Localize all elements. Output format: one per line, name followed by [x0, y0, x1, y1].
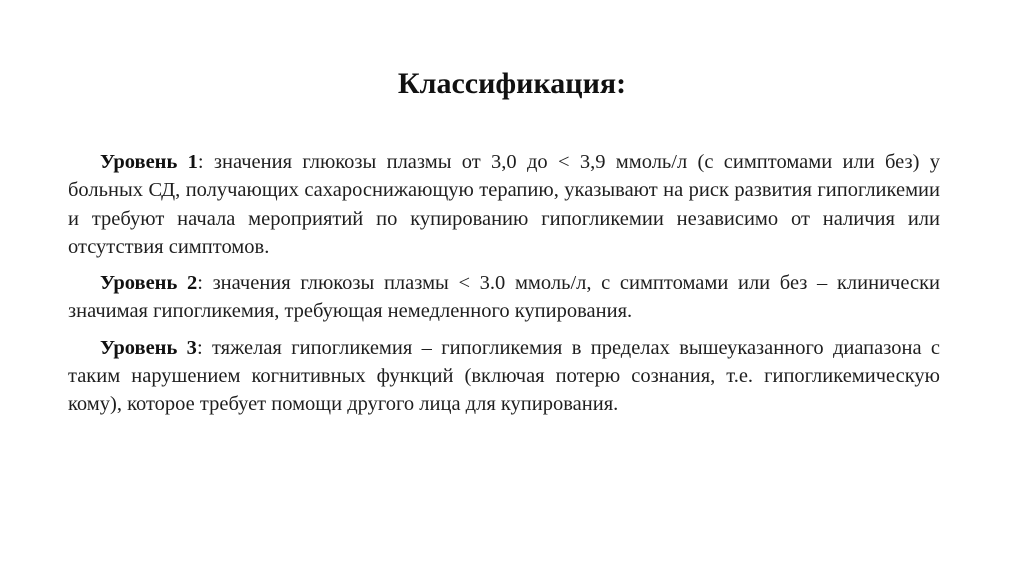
level-2-text: : значения глюкозы плазмы < 3.0 ммоль/л, с симптомами или без – клинически значимая гипогликемия, требующая немедленного купирования. — [68, 272, 941, 323]
level-1-text: : значения глюкозы плазмы от 3,0 до < 3,9 ммоль/л (с симптомами или без) у больных СД, получающих сахароснижающую терапию, указывают на риск развития гипогликемии и требуют начала мероприятий по купированию гипогликемии независимо от наличия или отсутствия симптомов. — [68, 151, 940, 258]
slide-title: Классификация: — [397, 67, 627, 100]
level-3-text: : тяжелая гипогликемия – гипогликемия в пределах вышеуказанного диапазона с таким нарушением когнитивных функций (включая потерю сознания, т.е. гипогликемическую кому), которое требует помощи другого лица для купирования. — [68, 336, 940, 416]
level-3-label: Уровень 3 — [100, 336, 197, 359]
level-1-paragraph — [68, 148, 940, 261]
level-2-paragraph — [68, 269, 940, 326]
level-3-paragraph — [68, 334, 940, 419]
level-1-label: Уровень 1 — [100, 151, 198, 173]
classification-list — [68, 148, 940, 427]
level-2-label: Уровень 2 — [100, 272, 198, 295]
